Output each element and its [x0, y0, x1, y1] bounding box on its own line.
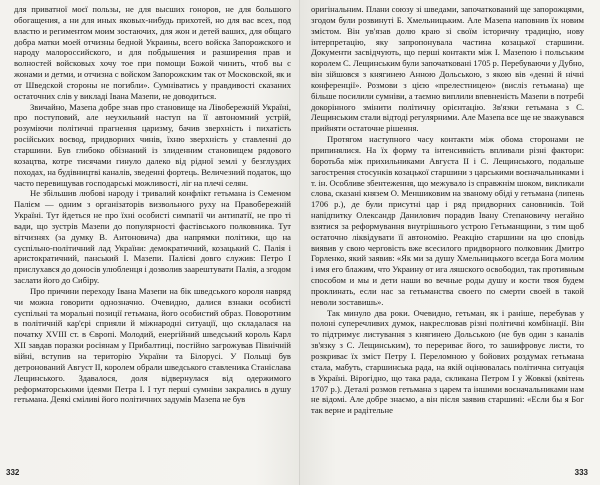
- left-paragraph-4: Про причини переходу Івана Мазепи на бік шведського короля навряд чи можна говорити однозначно. Очевидно, далися взнаки особисті суспільні та моральні позиції гетьмана, його особистий образ. Поворотним в політичній кар'єрі сприяли й міжнародні ситуації, що складалася на початку XVIII ст. в Європі. Молодий, енергійний шведський король Карл XII завдав поразки росіянам у Прибалтиці, постійно загрожував Північній війні, вступив на територію України та Білорусі. У Польщі був детронований Август II, королем обрали шведського ставленика Станіслава Лещинського. Здавалося, доля відвернулася від одержимого реформаторськими ідеями Петра І. І тут перші сумніви закрались в душу гетьмана. Деякі сміливі його політичних задумів Мазепа не був: [14, 285, 291, 405]
- left-paragraph-1: для приватної моєї пользы, не для высших гоноров, не для большого обогащения, а ни для иных яковых-нибудь прихотей, но для вас всех, под властю и региментом моим зостаючих, для жон и детей ваших, для общаго добра матки моей отчизны бедной Украины, всего войска Запорожского и народу малороссийского, и для побдышения и разширения прав и волностей войсковых хочу тое при помощи Божой чинить, чтоб вы с жонами и детми, и отчизна с войском Запорожским так от Московской, як и от Шведской стороны не погибли». Сумніватись у правдивості сказаних остаточних слів у викладі Івана Мазепи, не доводиться.: [14, 4, 291, 101]
- left-paragraph-2: Звичайно, Мазепа добре знав про становище на Лівобережній Україні, про поступовий, але неухильний наступ на її автономний устрій, розуміючи політичні прагнення царизму, бачив зверхність і пихатість російських воєвод, придворних чинів, їхню зверхність у ставленні до старшини. Був глибоко обізнаний із злиденним становищем рядового козацтва, котре тисячами гинуло далеко від рідної землі у безглуздих походах, на будівництві каналів, зведенні фортець. Величезний податок, що часто перевищував господарські можливості, ліг на плечі селян.: [14, 101, 291, 188]
- right-page: [300, 0, 600, 485]
- right-paragraph-1: оригінальним. Плани союзу зі шведами, започаткований ще запорожцями, згодом були розвинуті Б. Хмельницьким. Але Мазепа наповнив їх новим змістом. Він ув'язав долю краю зі своїм історичну традицію, нову інтерпретацію, яку запропонувала частина козацької старшини. Документи засвідчують, що перші контакти між І. Мазепою і польським королем С. Лещинським були започатковані 1705 р. Перебуваючи у Дубно, він зійшовся з княгинею Анною Дольською, з якою вів «денні й нічні конференції». Розмови з цією «прелестницею» (висліз гетьмана) ще більше посилили сумніви, а таємно виплили впевненість Мазепи в потребі докорінного змінити політичну орієнтацію. Зв'язки гетьмана з С. Лещинським стали відтоді регулярними. Але Мазепа все ще не зважувався прийняти остаточне рішення.: [311, 4, 584, 134]
- right-paragraph-3: Так минуло два роки. Очевидно, гетьман, як і раніше, перебував у полоні суперечливих думок, накреслював різні політичні комбінації. Він то підтримує листування з княгинею Дольською (не був один з каналів зв'язку з С. Лещинським), то перериває його, то зашифровує листи, то розкриває їх зміст Петру І. Переломною у бойових роздумах гетьмана стала, мабуть, старшинська рада, на якій оцінювалась політична ситуація в Україні. Вірогідно, що така рада, скликана Петром І у Жовкві (квітень 1707 р.). Деталі розмов гетьмана з царем та іншими воєначальниками нам не відомі. Але добре знаємо, а він після заявив старшині: «Если бы я Бог так верне и радітельне: [311, 307, 584, 416]
- left-paragraph-3: Не збільшив любові народу і тривалий конфлікт гетьмана із Семеном Палієм — одним з організаторів визвольного руху на Правобережній Україні. Тут йдеться не про їхні особисті симпатії чи антипатії, не про ті вади, що зустрів Мазепи до популярності фастівського полковника. Тут вітчизнях (за думку В. Антоновича) два напрямки політики, що на суспільно-політичний лад України: демократичний, козацький С. Палія і аристократичний, панський І. Мазепи. Палієві довго служив: Петро І прислухався до доносів улюбленця і дозволив заарештувати Палія, а згодом заслати його до Сибіру.: [14, 188, 291, 286]
- left-page-text: [14, 4, 291, 461]
- left-page-number: 332: [6, 468, 20, 477]
- right-page-text: [311, 4, 584, 461]
- right-page-number: 333: [574, 468, 588, 477]
- right-paragraph-2: Протягом наступного часу контакти між обома сторонами не припинялися. На їх форму та інтенсивність впливали різні фактори: боротьба між прихильниками Августа ІІ і С. Лещинського, подальше загострення стосунків козацької старшини з царськими воєначальниками і т. ін. Особливе збентеження, що межувало із справжнім шоком, викликали слова, сказані князем О. Меншиковим на званому обіді у гетьмана (липень 1706 р.), де були присутні цар і ряд придворних сановників. Той напідпитку Олександр Данилович порадив Івану Степановичу негайно взятися за реформування внутрішнього устрою Гетьманщини, з тим щоб остаточно ліквідувати її автономію. Реакцію старшини на цю сповідь виявив у свою черговість вже всесилого придворного полковник Дмитро Горленко, який заявив: «Як ми за душу Хмельницького всегда Бога молим і имя его блажим, что Украину от ига ляшского освободил, так противным способом и мы и дети наши во вечные роды душу и кости твоя будем проклинать, если нас за гетьманства своего по смерти своей в такой неволи зоставишь».: [311, 134, 584, 307]
